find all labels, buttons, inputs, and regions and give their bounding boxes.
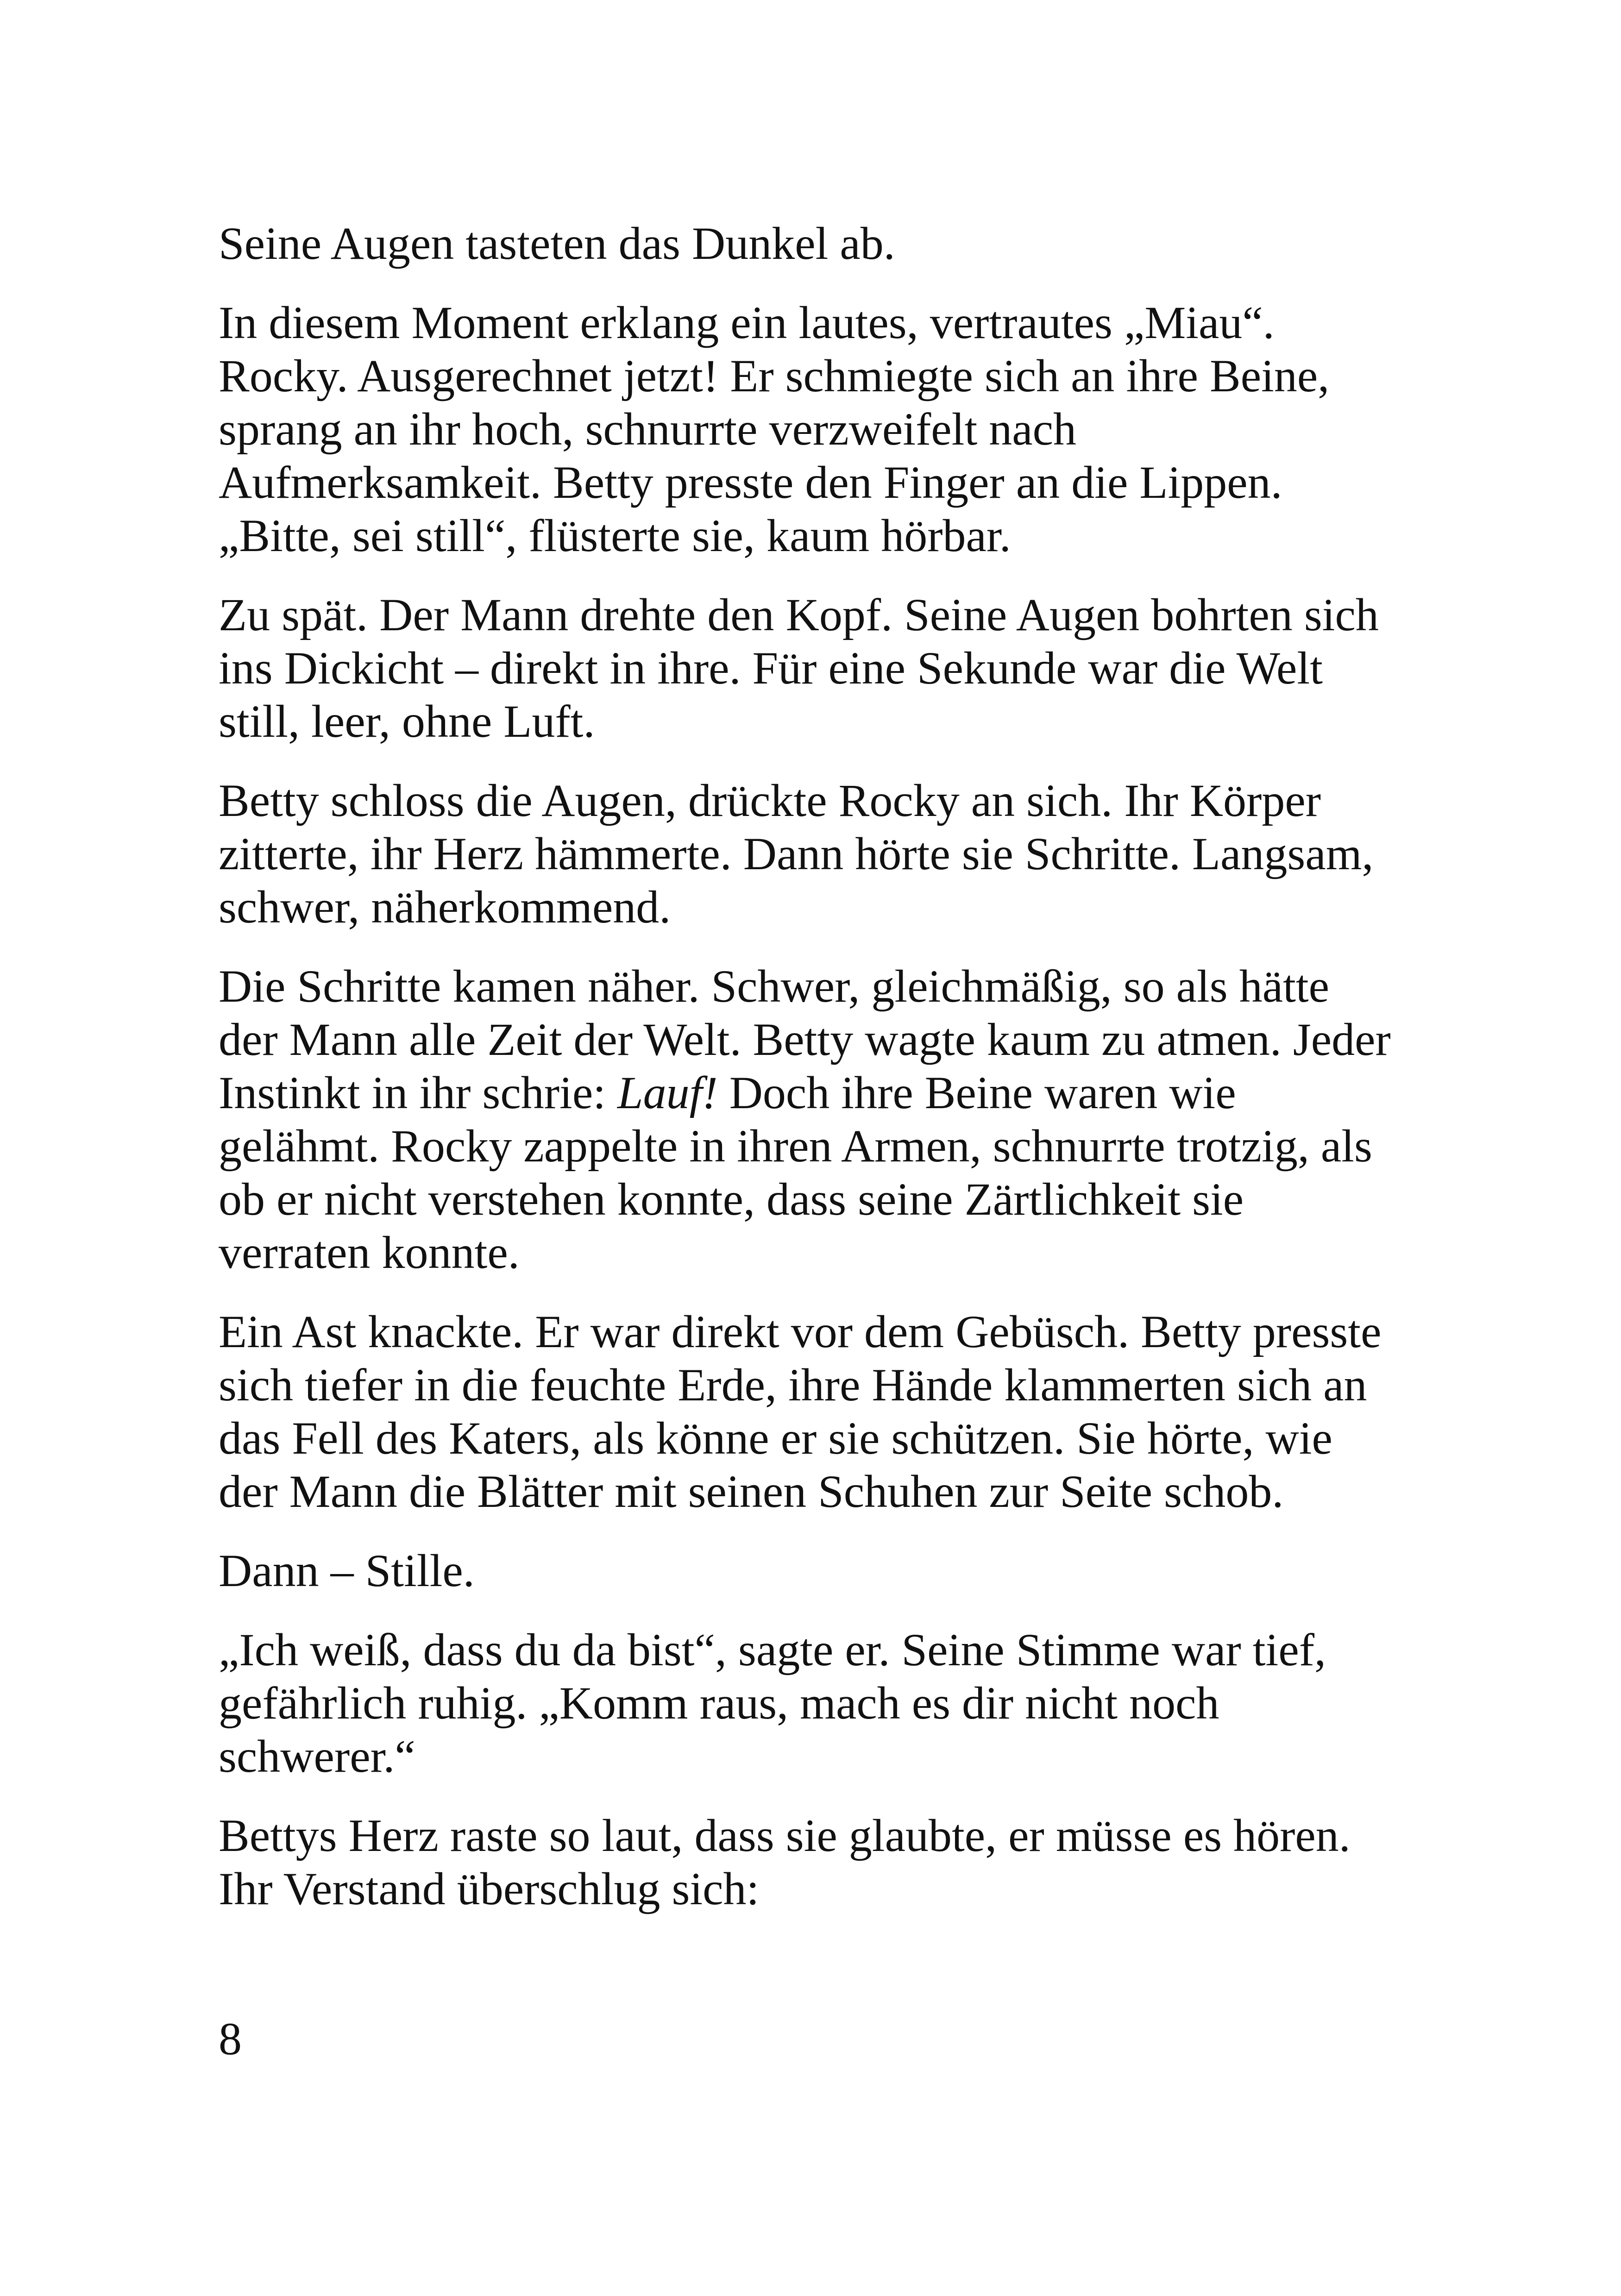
paragraph-5 — [219, 960, 1432, 1279]
text-line: der Mann alle Zeit der Welt. Betty wagte kaum zu atmen. Jeder — [219, 1014, 1391, 1065]
text-line: das Fell des Katers, als könne er sie schützen. Sie hörte, wie — [219, 1412, 1332, 1464]
text-line: sich tiefer in die feuchte Erde, ihre Hände klammerten sich an — [219, 1359, 1367, 1411]
body-text — [219, 217, 1432, 1941]
paragraph-4 — [219, 774, 1432, 934]
text-line: Rocky. Ausgerechnet jetzt! Er schmiegte sich an ihre Beine, — [219, 350, 1330, 401]
italic-word: Lauf! — [617, 1067, 718, 1118]
text-line: gefährlich ruhig. „Komm raus, mach es dir nicht noch — [219, 1677, 1219, 1729]
text-line: „Ich weiß, dass du da bist“, sagte er. Seine Stimme war tief, — [219, 1624, 1326, 1675]
text-line: schwer, näherkommend. — [219, 881, 671, 933]
text-line: sprang an ihr hoch, schnurrte verzweifelt nach — [219, 403, 1077, 455]
text-line: Betty schloss die Augen, drückte Rocky an sich. Ihr Körper — [219, 775, 1321, 826]
text-line: „Bitte, sei still“, flüsterte sie, kaum hörbar. — [219, 510, 1011, 561]
paragraph-3 — [219, 588, 1432, 748]
text-segment: Instinkt in ihr schrie: — [219, 1067, 617, 1118]
text-line: Seine Augen tasteten das Dunkel ab. — [219, 218, 895, 269]
text-line: Aufmerksamkeit. Betty presste den Finger an die Lippen. — [219, 457, 1282, 508]
paragraph-9 — [219, 1809, 1432, 1915]
text-line: verraten konnte. — [219, 1227, 520, 1278]
text-line: gelähmt. Rocky zappelte in ihren Armen, schnurrte trotzig, als — [219, 1120, 1372, 1172]
paragraph-7 — [219, 1544, 1432, 1597]
paragraph-2 — [219, 296, 1432, 562]
text-line: schwerer.“ — [219, 1731, 415, 1782]
text-line: der Mann die Blätter mit seinen Schuhen zur Seite schob. — [219, 1466, 1284, 1517]
text-line: Die Schritte kamen näher. Schwer, gleichmäßig, so als hätte — [219, 960, 1330, 1012]
paragraph-1 — [219, 217, 1432, 270]
text-line: Bettys Herz raste so laut, dass sie glaubte, er müsse es hören. — [219, 1810, 1351, 1861]
text-line: Zu spät. Der Mann drehte den Kopf. Seine Augen bohrten sich — [219, 589, 1379, 640]
page-number: 8 — [219, 2013, 242, 2064]
text-line: ob er nicht verstehen konnte, dass seine Zärtlichkeit sie — [219, 1173, 1244, 1225]
text-segment: Doch ihre Beine waren wie — [717, 1067, 1236, 1118]
text-line: zitterte, ihr Herz hämmerte. Dann hörte sie Schritte. Langsam, — [219, 828, 1374, 879]
text-line-with-italic — [219, 1066, 1432, 1119]
text-line: In diesem Moment erklang ein lautes, vertrautes „Miau“. — [219, 297, 1275, 348]
paragraph-8 — [219, 1623, 1432, 1783]
text-line: Ein Ast knackte. Er war direkt vor dem Gebüsch. Betty presste — [219, 1306, 1382, 1357]
text-line: Dann – Stille. — [219, 1545, 475, 1596]
paragraph-6 — [219, 1305, 1432, 1518]
text-line: Ihr Verstand überschlug sich: — [219, 1863, 760, 1914]
text-line: still, leer, ohne Luft. — [219, 696, 595, 747]
text-line: ins Dickicht – direkt in ihre. Für eine Sekunde war die Welt — [219, 642, 1323, 694]
